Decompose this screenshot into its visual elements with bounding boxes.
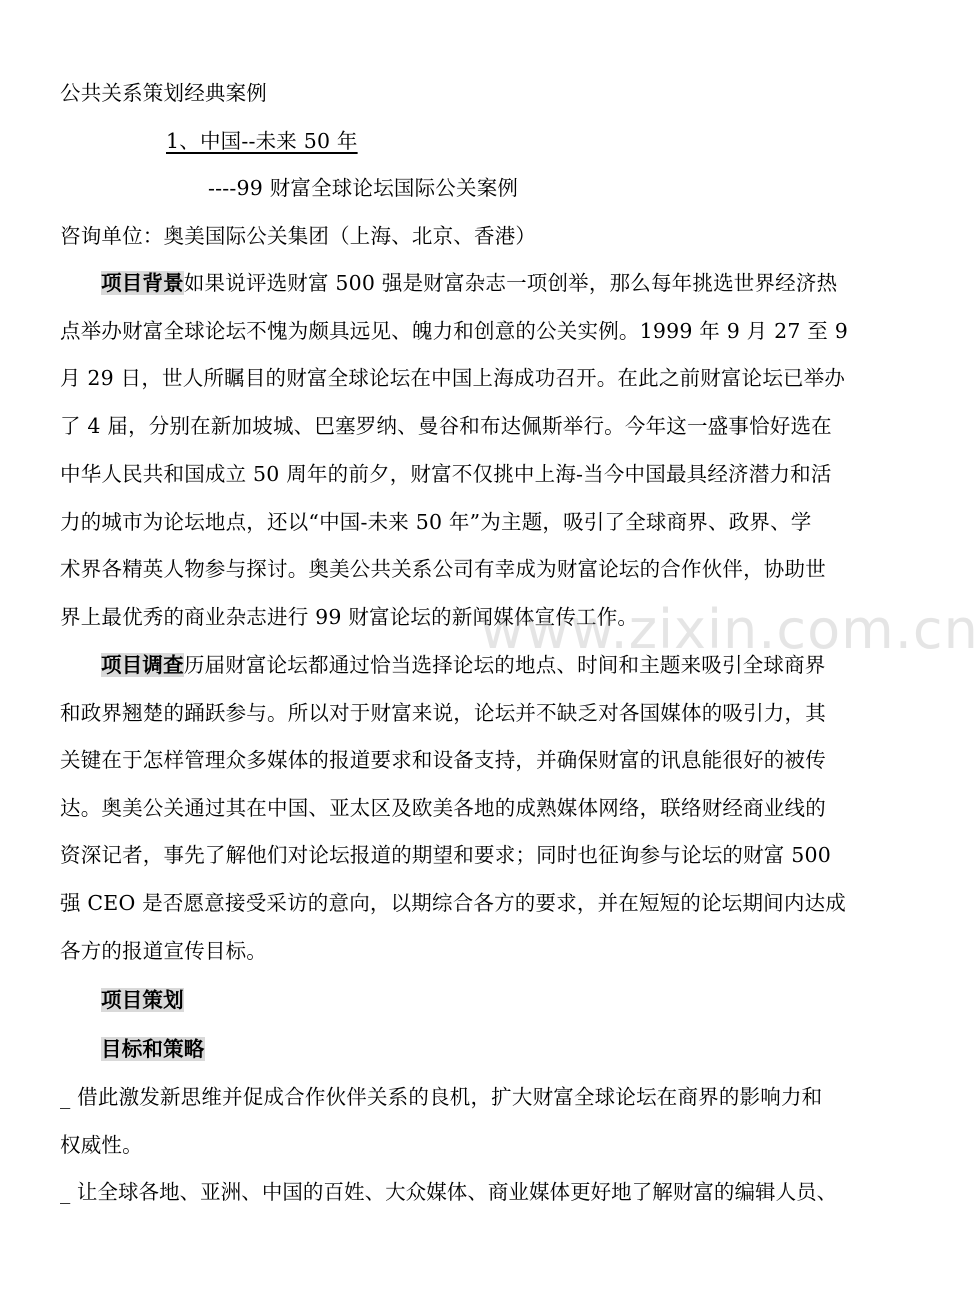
paragraph-line: 关键在于怎样管理众多媒体的报道要求和设备支持，并确保财富的讯息能很好的被传 (60, 748, 826, 772)
goals-label: 目标和策略 (101, 1037, 205, 1061)
section-heading-goals (101, 1034, 205, 1064)
paragraph-line: 力的城市为论坛地点，还以“中国-未来 50 年”为主题，吸引了全球商界、政界、学 (60, 510, 812, 534)
paragraph-line: 各方的报道宣传目标。 (60, 939, 267, 963)
paragraph-line: 历届财富论坛都通过恰当选择论坛的地点、时间和主题来吸引全球商界 (183, 653, 826, 677)
paragraph-line: 如果说评选财富 500 强是财富杂志一项创举，那么每年挑选世界经济热 (183, 271, 838, 295)
section-label-research: 项目调查 (101, 653, 184, 677)
paragraph-line: 强 CEO 是否愿意接受采访的意向，以期综合各方的要求，并在短短的论坛期间内达成 (60, 891, 846, 915)
paragraph-line: 界上最优秀的商业杂志进行 99 财富论坛的新闻媒体宣传工作。 (60, 605, 639, 629)
paragraph-line: 术界各精英人物参与探讨。奥美公共关系公司有幸成为财富论坛的合作伙伴，协助世 (60, 557, 826, 581)
consultant-line: 咨询单位：奥美国际公关集团（上海、北京、香港） (60, 224, 537, 248)
case-heading: 1、中国--未来 50 年 (166, 129, 358, 153)
section-heading-planning (101, 985, 184, 1015)
planning-label: 项目策划 (101, 988, 184, 1012)
bullet-line: 权威性。 (60, 1133, 143, 1157)
case-subtitle: ----99 财富全球论坛国际公关案例 (208, 176, 519, 200)
paragraph-line: 了 4 届，分别在新加坡城、巴塞罗纳、曼谷和布达佩斯举行。今年这一盛事恰好选在 (60, 414, 832, 438)
bullet-line: _ 借此激发新思维并促成合作伙伴关系的良机，扩大财富全球论坛在商界的影响力和 (60, 1085, 823, 1109)
paragraph-line: 中华人民共和国成立 50 周年的前夕，财富不仅挑中上海-当今中国最具经济潜力和活 (60, 462, 832, 486)
paragraph-line: 达。奥美公关通过其在中国、亚太区及欧美各地的成熟媒体网络，联络财经商业线的 (60, 796, 826, 820)
watermark: www.zixin.com.cn (480, 598, 979, 661)
document-title: 公共关系策划经典案例 (60, 81, 267, 105)
paragraph-line: 点举办财富全球论坛不愧为颇具远见、魄力和创意的公关实例。1999 年 9 月 27 至 9 (60, 319, 848, 343)
paragraph-line: 月 29 日，世人所瞩目的财富全球论坛在中国上海成功召开。在此之前财富论坛已举办 (60, 366, 846, 390)
background-first-line (101, 268, 837, 298)
section-label-background: 项目背景 (101, 271, 184, 295)
bullet-line: _ 让全球各地、亚洲、中国的百姓、大众媒体、商业媒体更好地了解财富的编辑人员、 (60, 1180, 838, 1204)
paragraph-line: 和政界翘楚的踊跃参与。所以对于财富来说，论坛并不缺乏对各国媒体的吸引力，其 (60, 701, 826, 725)
paragraph-line: 资深记者，事先了解他们对论坛报道的期望和要求；同时也征询参与论坛的财富 500 (60, 843, 831, 867)
